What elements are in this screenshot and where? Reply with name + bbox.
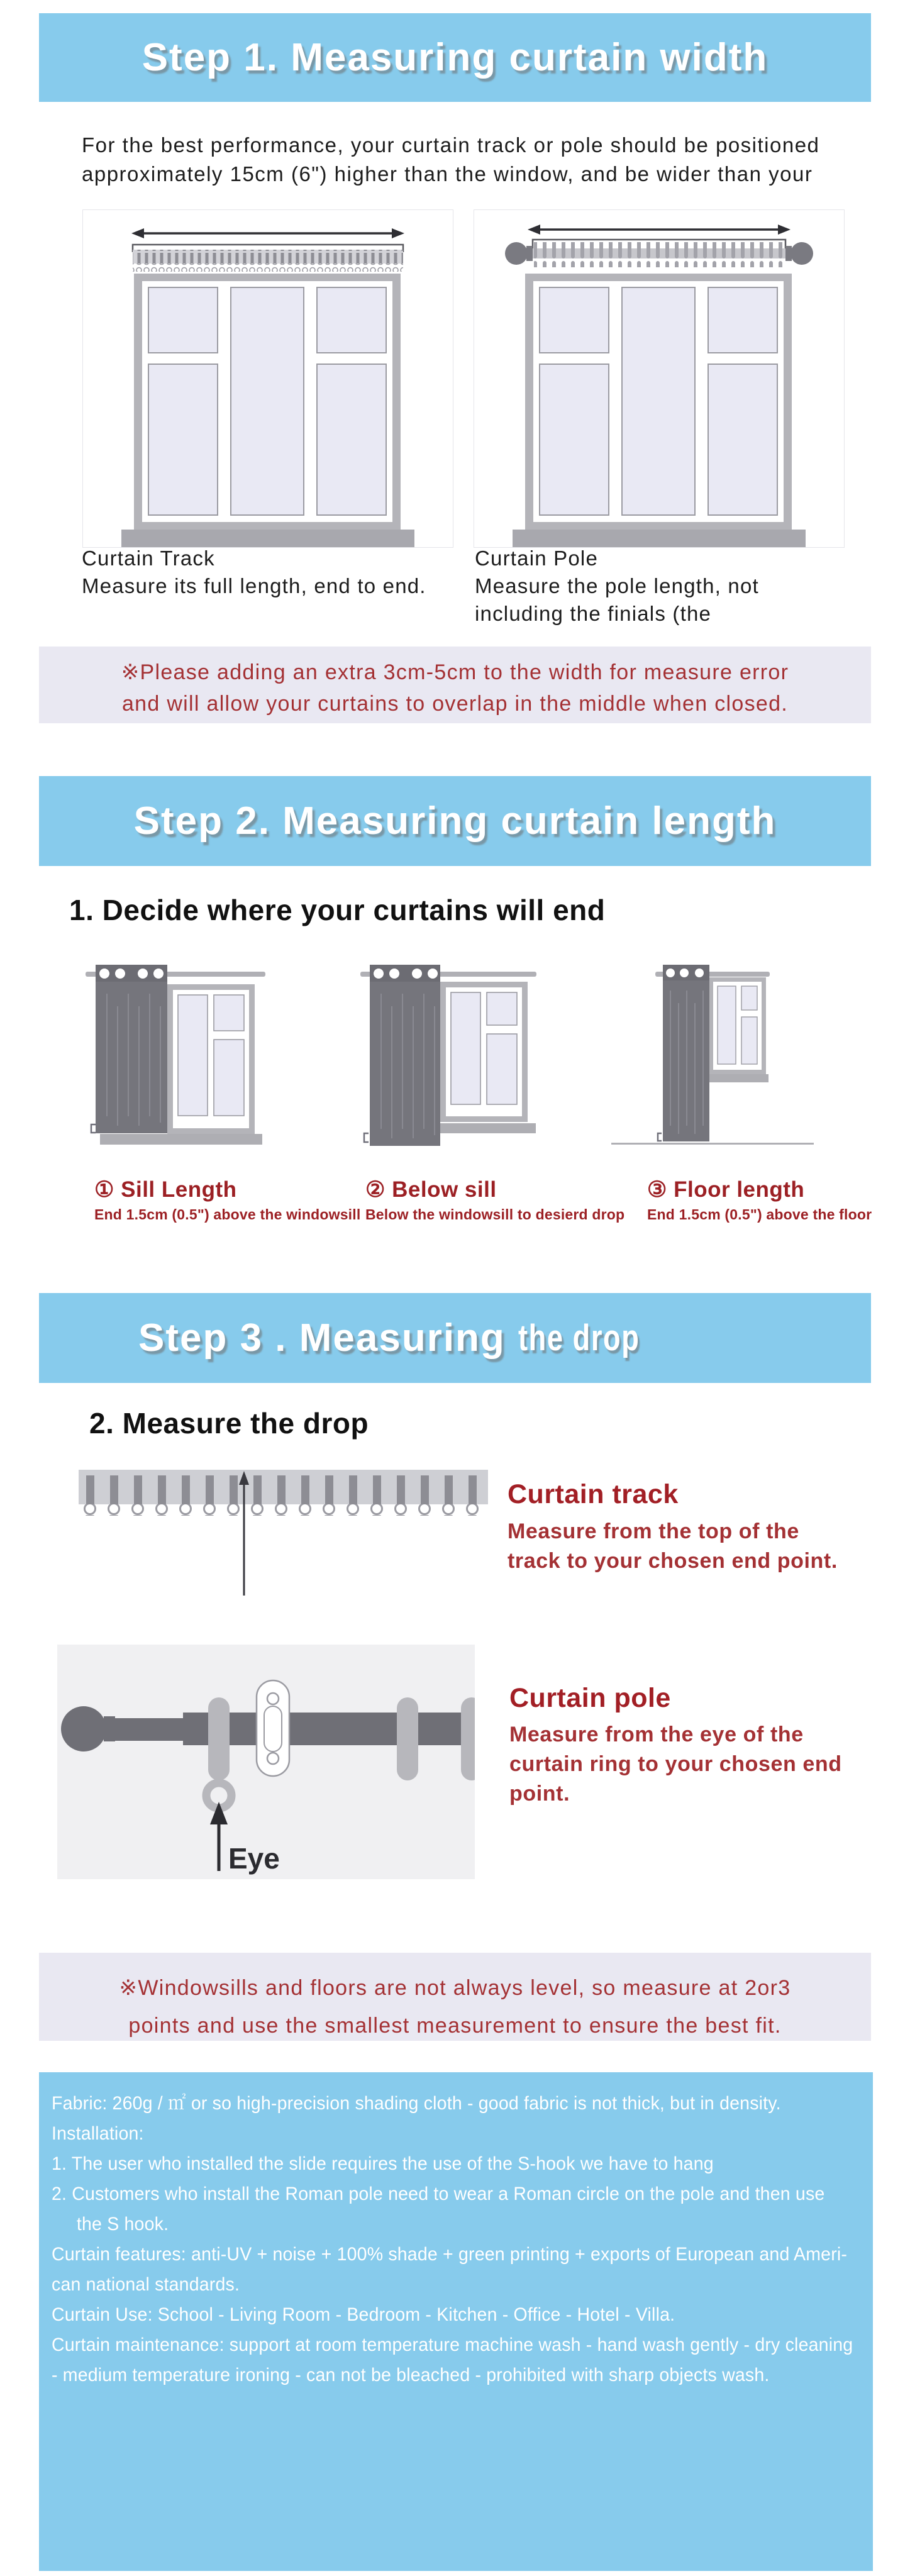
floor-length-diagram bbox=[604, 947, 887, 1157]
step3-header-band bbox=[39, 1293, 871, 1383]
floor-length-label bbox=[647, 1177, 872, 1223]
level-note-line1: ※Windowsills and floors are not always level, so measure at 2or3 bbox=[119, 1976, 791, 2000]
curtain-track-heading: Curtain track bbox=[508, 1479, 679, 1509]
info-install-step1: 1. The user who installed the slide requires the use of the S-hook we have to hang bbox=[52, 2153, 714, 2174]
curtain-pole-label: Curtain Pole bbox=[475, 547, 598, 570]
sill-length-label bbox=[94, 1177, 360, 1223]
step1-intro-line1: For the best performance, your curtain track or pole should be positioned bbox=[82, 133, 820, 157]
below-sill-diagram bbox=[321, 947, 604, 1157]
step3-title-sub: the drop bbox=[518, 1318, 640, 1358]
curtain-track-desc: Measure its full length, end to end. bbox=[82, 574, 426, 597]
curtain-pole-eye-diagram bbox=[57, 1645, 475, 1879]
curtain-track-label: Curtain Track bbox=[82, 547, 215, 570]
curtain-track-caption bbox=[82, 545, 426, 600]
curtain-pole-heading: Curtain pole bbox=[509, 1683, 671, 1713]
step2-title: Step 2. Measuring curtain length bbox=[133, 799, 777, 843]
option1-desc: End 1.5cm (0.5") above the windowsill bbox=[94, 1206, 361, 1223]
step1-header-band bbox=[39, 13, 871, 102]
level-measure-note bbox=[39, 1953, 871, 2041]
sill-length-diagram bbox=[38, 947, 321, 1157]
option2-desc: Below the windowsill to desierd drop bbox=[365, 1206, 625, 1223]
step1-intro-paragraph bbox=[82, 131, 819, 189]
option3-desc: End 1.5cm (0.5") above the floor bbox=[647, 1206, 872, 1223]
step1-title: Step 1. Measuring curtain width bbox=[141, 36, 769, 79]
option3-number: ③ bbox=[647, 1177, 667, 1202]
product-info-box bbox=[39, 2072, 873, 2571]
info-features: Curtain features: anti-UV + noise + 100% shade + green printing + exports of European and Ameri- bbox=[52, 2244, 848, 2265]
info-maintenance2: - medium temperature ironing - can not be bleached - prohibited with sharp objects wash. bbox=[52, 2365, 770, 2385]
info-installation: Installation: bbox=[52, 2123, 144, 2144]
curtain-pole-window-diagram bbox=[474, 209, 845, 548]
pole-instr-line3: point. bbox=[509, 1782, 570, 1806]
curtain-pole-instructions bbox=[509, 1720, 842, 1809]
option1-name: Sill Length bbox=[121, 1177, 237, 1202]
step1-intro-line2: approximately 15cm (6") higher than the window, and be wider than your bbox=[82, 162, 813, 186]
track-instr-line1: Measure from the top of the bbox=[508, 1519, 799, 1543]
curtain-track-window-diagram bbox=[82, 209, 453, 548]
info-install-step2: 2. Customers who install the Roman pole need to wear a Roman circle on the pole and then use bbox=[52, 2184, 825, 2204]
curtain-pole-caption bbox=[475, 545, 759, 628]
curtain-pole-desc-line2: including the finials (the bbox=[475, 602, 712, 625]
option2-number: ② bbox=[365, 1177, 386, 1202]
width-note-line2: and will allow your curtains to overlap in the middle when closed. bbox=[121, 692, 789, 716]
info-features2: can national standards. bbox=[52, 2274, 240, 2295]
pole-instr-line2: curtain ring to your chosen end bbox=[509, 1752, 842, 1776]
curtain-pole-desc-line1: Measure the pole length, not bbox=[475, 574, 759, 597]
step3-title-main: Step 3 . Measuring bbox=[138, 1316, 506, 1360]
level-note-line2: points and use the smallest measurement to ensure the best fit. bbox=[128, 2014, 782, 2038]
curtain-track-instructions bbox=[508, 1517, 838, 1576]
option1-number: ① bbox=[94, 1177, 114, 1202]
step2-subtitle: 1. Decide where your curtains will end bbox=[69, 894, 606, 926]
pole-instr-line1: Measure from the eye of the bbox=[509, 1723, 804, 1746]
curtain-track-strip-diagram bbox=[79, 1470, 488, 1602]
track-instr-line2: track to your chosen end point. bbox=[508, 1549, 838, 1573]
info-fabric: Fabric: 260g / ㎡ or so high-precision shading cloth - good fabric is not thick, but in density. bbox=[52, 2093, 781, 2114]
eye-label: Eye bbox=[228, 1842, 280, 1875]
info-use: Curtain Use: School - Living Room - Bedroom - Kitchen - Office - Hotel - Villa. bbox=[52, 2304, 675, 2325]
width-note-line1: ※Please adding an extra 3cm-5cm to the width for measure error bbox=[121, 660, 789, 684]
below-sill-label bbox=[365, 1177, 624, 1223]
step3-subtitle: 2. Measure the drop bbox=[89, 1407, 369, 1440]
width-measure-note bbox=[39, 647, 871, 723]
step2-header-band bbox=[39, 776, 871, 866]
info-maintenance: Curtain maintenance: support at room temperature machine wash - hand wash gently - dry cleaning bbox=[52, 2334, 853, 2355]
option2-name: Below sill bbox=[392, 1177, 497, 1202]
info-install-step2b: the S hook. bbox=[76, 2214, 169, 2235]
option3-name: Floor length bbox=[674, 1177, 805, 1202]
